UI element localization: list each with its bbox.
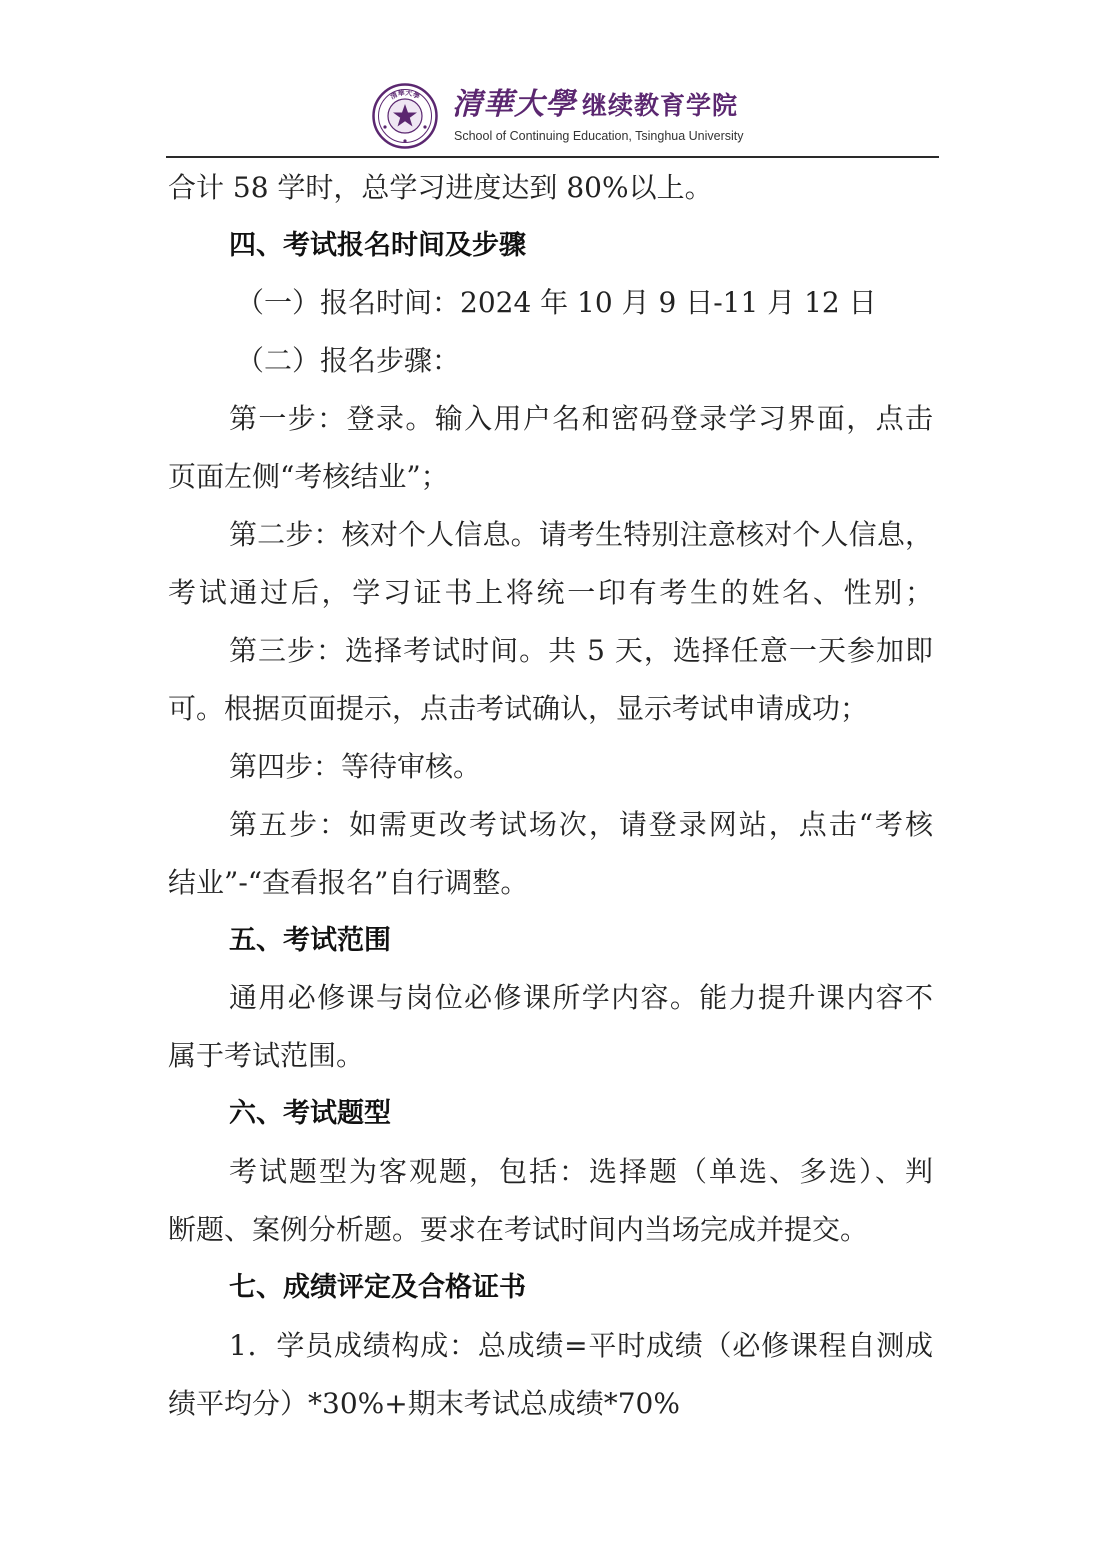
tsinghua-seal-logo: [372, 83, 438, 149]
question-types-line-1: 考试题型为客观题，包括：选择题（单选、多选）、判: [229, 1155, 933, 1188]
step-5-line-2: 结业”-“查看报名”自行调整。: [168, 866, 529, 899]
exam-scope-line-2: 属于考试范围。: [168, 1039, 365, 1072]
school-name-cn: 继续教育学院: [582, 91, 739, 120]
score-composition-line-2: 绩平均分）*30%+期末考试总成绩*70%: [168, 1387, 680, 1420]
step-2-line-1: 第二步：核对个人信息。请考生特别注意核对个人信息，: [229, 518, 933, 551]
header-divider: [166, 156, 939, 158]
exam-scope-line-1: 通用必修课与岗位必修课所学内容。能力提升课内容不: [229, 981, 933, 1014]
question-types-line-2: 断题、案例分析题。要求在考试时间内当场完成并提交。: [168, 1213, 869, 1246]
registration-time: （一）报名时间：2024 年 10 月 9 日-11 月 12 日: [236, 286, 877, 319]
step-4: 第四步：等待审核。: [229, 750, 482, 783]
university-calligraphy: 清華大學: [452, 87, 576, 122]
institution-name-en: School of Continuing Education, Tsinghua University: [454, 129, 744, 143]
step-3-line-1: 第三步：选择考试时间。共 5 天，选择任意一天参加即: [229, 634, 933, 667]
section-heading-7: 七、成绩评定及合格证书: [229, 1272, 526, 1303]
step-1-line-2: 页面左侧“考核结业”；: [168, 460, 449, 493]
score-composition-line-1: 1．学员成绩构成：总成绩=平时成绩（必修课程自测成: [229, 1329, 933, 1362]
institution-name-cn: [452, 87, 738, 123]
section-heading-4: 四、考试报名时间及步骤: [229, 230, 526, 261]
paragraph-line: 合计 58 学时，总学习进度达到 80%以上。: [168, 171, 713, 204]
step-1-line-1: 第一步：登录。输入用户名和密码登录学习界面，点击: [229, 402, 933, 435]
step-3-line-2: 可。根据页面提示，点击考试确认，显示考试申请成功；: [168, 692, 869, 725]
registration-steps-title: （二）报名步骤：: [236, 344, 461, 377]
section-heading-5: 五、考试范围: [229, 925, 391, 956]
page-header: [0, 76, 1102, 152]
section-heading-6: 六、考试题型: [229, 1098, 391, 1129]
step-5-line-1: 第五步：如需更改考试场次，请登录网站，点击“考核: [229, 808, 933, 841]
svg-text:清華大學: 清華大學: [388, 88, 422, 102]
step-2-line-2: 考试通过后，学习证书上将统一印有考生的姓名、性别；: [168, 576, 933, 609]
